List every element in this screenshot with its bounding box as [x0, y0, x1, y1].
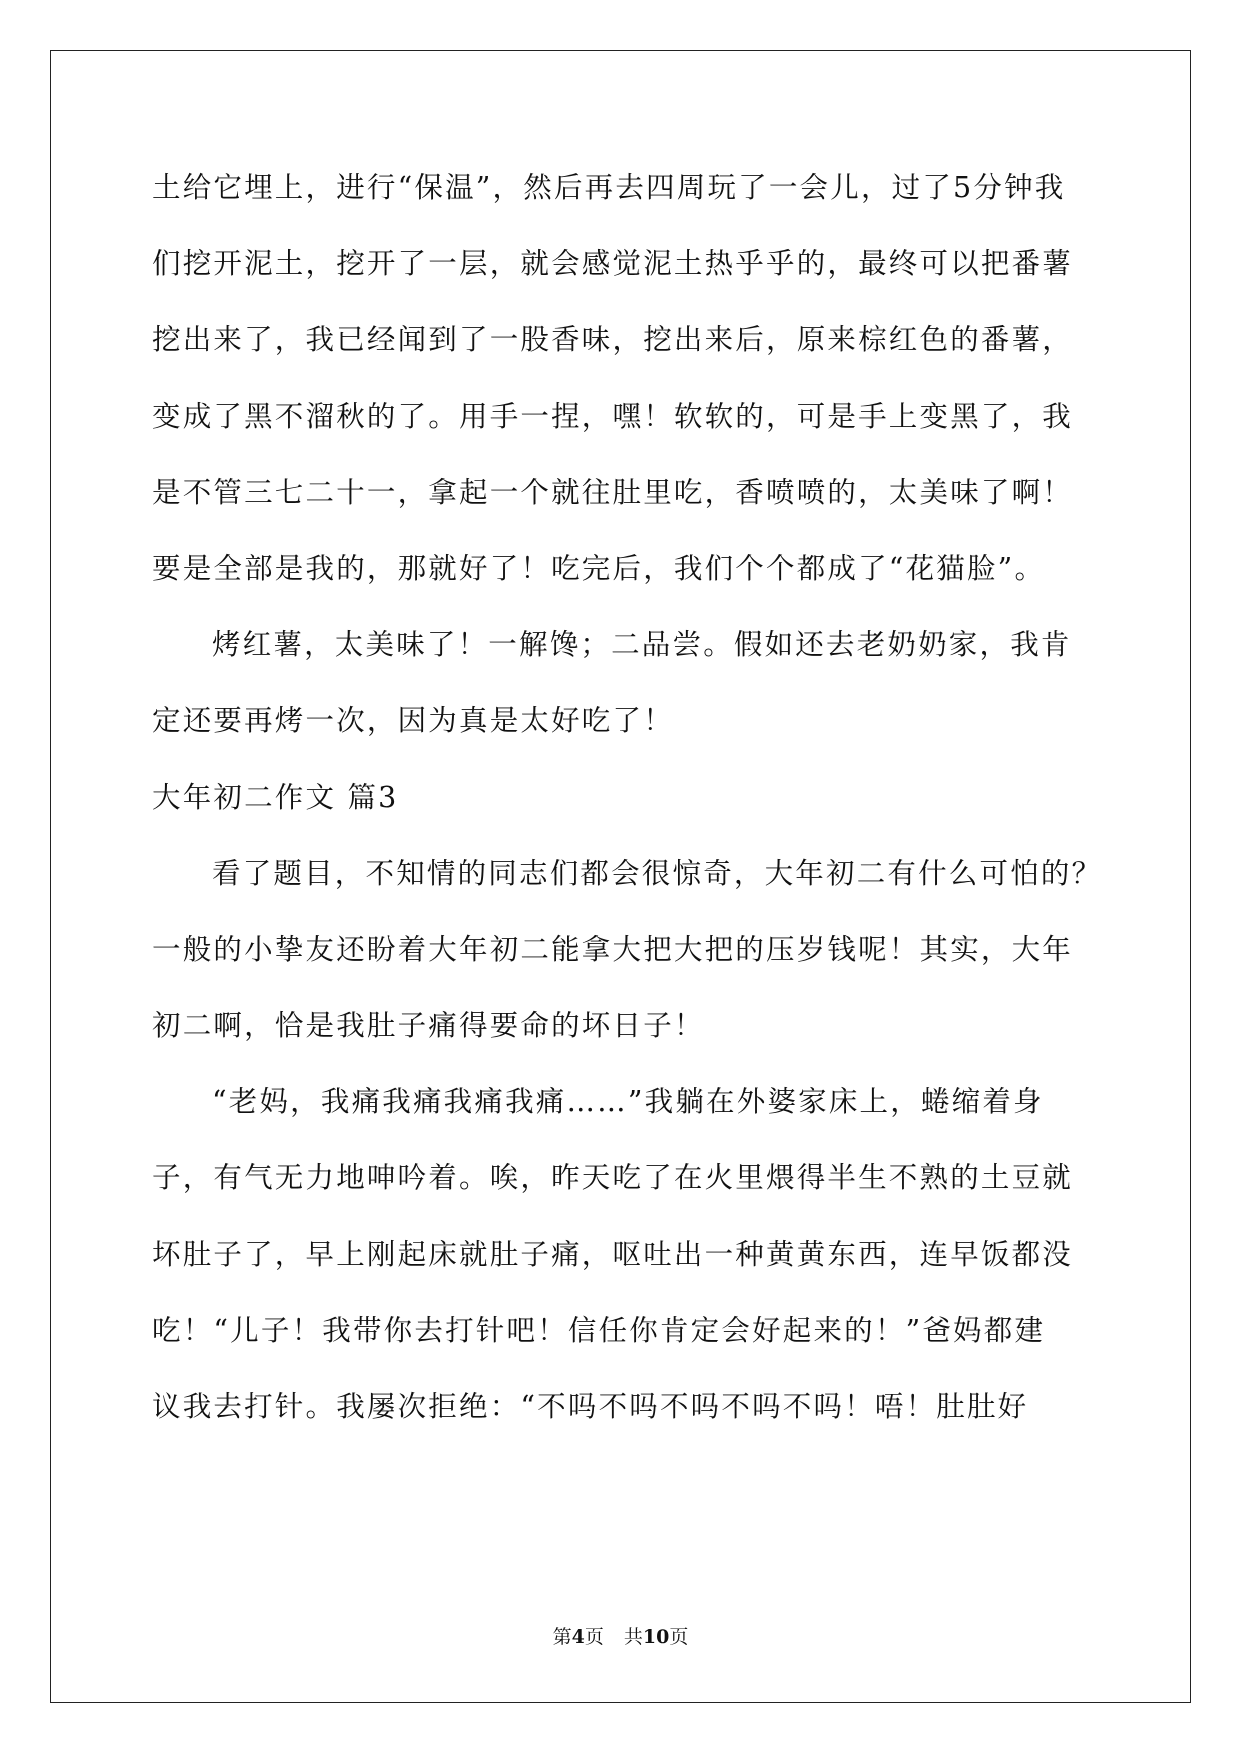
text-line: 们挖开泥土，挖开了一层，就会感觉泥土热乎乎的，最终可以把番薯	[152, 247, 1074, 281]
text-line: 挖出来了，我已经闻到了一股香味，挖出来后，原来棕红色的番薯，	[152, 323, 1074, 357]
footer-total-prefix: 共	[623, 1626, 643, 1648]
document-body	[152, 162, 1103, 1457]
paragraph-start-line: 烤红薯，太美味了！一解馋；二品尝。假如还去老奶奶家，我肯	[212, 628, 1072, 662]
footer-total-pages: 10	[642, 1626, 670, 1648]
footer-page-prefix: 第	[552, 1626, 572, 1648]
footer-page-suffix: 页	[584, 1626, 604, 1648]
footer-page-number: 4	[571, 1626, 585, 1648]
text-line: 子，有气无力地呻吟着。唉，昨天吃了在火里煨得半生不熟的土豆就	[152, 1161, 1074, 1195]
text-line: 要是全部是我的，那就好了！吃完后，我们个个都成了“花猫脸”。	[152, 551, 1046, 585]
section-heading: 大年初二作文 篇3	[152, 780, 399, 814]
page-footer	[0, 1622, 1241, 1649]
text-line: 吃！“儿子！我带你去打针吧！信任你肯定会好起来的！”爸妈都建	[152, 1313, 1046, 1347]
text-line: 初二啊，恰是我肚子痛得要命的坏日子！	[152, 1009, 705, 1043]
text-line: 土给它埋上，进行“保温”，然后再去四周玩了一会儿，过了5分钟我	[152, 171, 1066, 204]
text-line: 一般的小挚友还盼着大年初二能拿大把大把的压岁钱呢！其实，大年	[152, 932, 1074, 966]
text-line: 是不管三七二十一，拿起一个就往肚里吃，香喷喷的，太美味了啊！	[152, 475, 1074, 509]
text-line: 变成了黑不溜秋的了。用手一捏，嘿！软软的，可是手上变黑了，我	[152, 399, 1074, 433]
text-line: 坏肚子了，早上刚起床就肚子痛，呕吐出一种黄黄东西，连早饭都没	[152, 1237, 1074, 1271]
paragraph-start-line: “老妈，我痛我痛我痛我痛……”我躺在外婆家床上，蜷缩着身	[212, 1085, 1044, 1119]
text-line: 定还要再烤一次，因为真是太好吃了！	[152, 704, 674, 738]
text-line: 议我去打针。我屡次拒绝：“不吗不吗不吗不吗不吗！唔！肚肚好	[152, 1390, 1029, 1423]
footer-total-suffix: 页	[669, 1626, 689, 1648]
paragraph-start-line: 看了题目，不知情的同志们都会很惊奇，大年初二有什么可怕的？	[212, 856, 1103, 890]
